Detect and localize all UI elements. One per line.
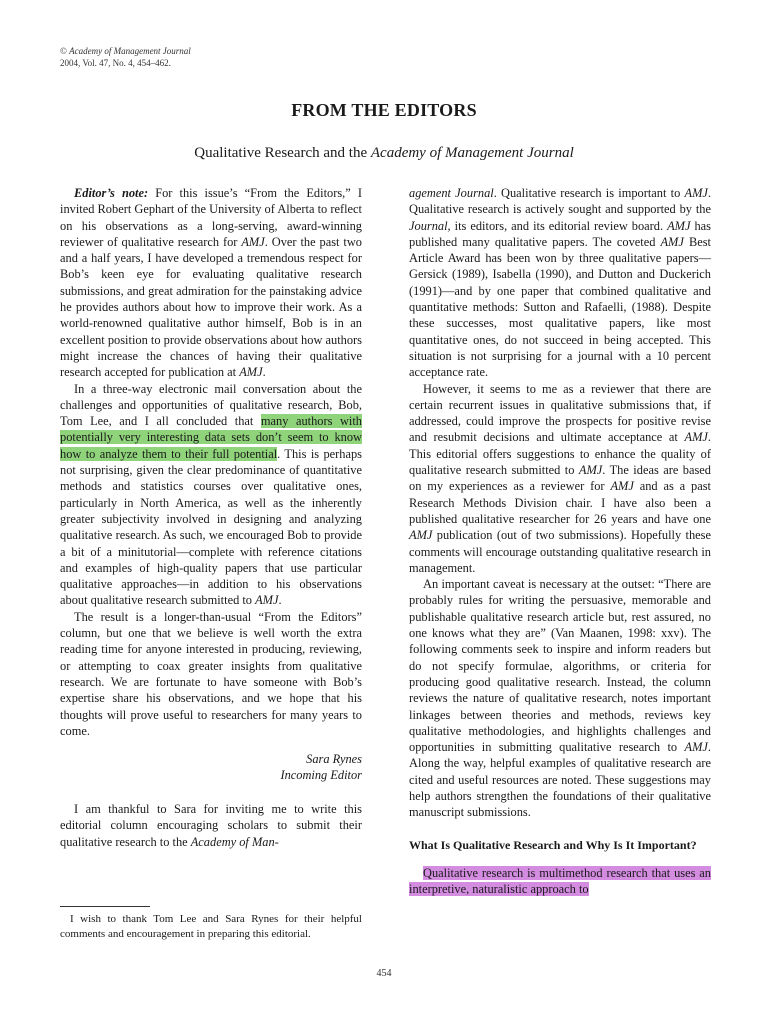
definition-paragraph: [409, 865, 711, 898]
author-intro-paragraph: I am thankful to Sara for inviting me to write this editorial column encouraging scholars to submit their qualitative research to the Academy of Man-: [60, 802, 362, 849]
signature-name: Sara Rynes: [306, 752, 362, 767]
result-paragraph: The result is a longer-than-usual “From the Editors” column, but one that we believe is well worth the extra reading time for anyone interested in producing, reviewing, or attempting to coax greater insights from qualitative research. We are fortunate to have someone with Bob’s expertise share his observations, and we hope that his thoughts will prove useful to researchers for many years to come.: [60, 609, 362, 738]
purple-highlight: Qualitative research is multimethod research that uses an interpretive, naturalistic approach to: [409, 865, 711, 896]
reviewer-paragraph: However, it seems to me as a reviewer that there are certain recurrent issues in qualitative submissions that, if addressed, could improve the prospects for positive revise and resubmit decisions and ultimate acceptance at AMJ. This editorial offers suggestions to enhance the quality of qualitative research submitted to AMJ. The ideas are based on my experiences as a reviewer for AMJ and as a past Research Methods Division chair. I have also been a published qualitative researcher for 26 years and have one AMJ publication (out of two submissions). Hopefully these comments will encourage outstanding qualitative research in management.: [409, 381, 711, 575]
section-title: FROM THE EDITORS: [291, 100, 477, 120]
footnote-divider: [60, 906, 150, 907]
left-column: [60, 185, 362, 850]
caveat-paragraph: An important caveat is necessary at the outset: “There are probably rules for writing the persuasive, memorable and publishable qualitative research article but, rest assured, no one knows what they are” (Van Maanen, 1998: xxv). The following comments seek to inspire and inform readers but do not specify formulae, algorithms, or criteria for producing good qualitative research. Instead, the column reviews the nature of qualitative research, notes important linkages between theories and methods, reviews key qualitative methodologies, and highlights challenges and opportunities in submitting qualitative research to AMJ. Along the way, helpful examples of qualitative research are cited and useful resources are noted. These suggestions may help authors strengthen the foundations of their qualitative manuscript submissions.: [409, 577, 711, 820]
citation-line: 2004, Vol. 47, No. 4, 454–462.: [60, 58, 171, 68]
journal-name: Academy of Management Journal: [69, 46, 191, 56]
conversation-paragraph: In a three-way electronic mail conversation about the challenges and opportunities of qualitative research, Bob, Tom Lee, and I all concluded that many authors with potentially very interesting data sets don’t seem to know how to analyze them to their full potential. This is perhaps not surprising, given the clear predominance of quantitative methods and statistics courses over qualitative ones, particularly in North America, as well as the inherently greater subjectivity involved in designing and analyzing qualitative research. As such, we encouraged Bob to provide a bit of a minitutorial—complete with reference citations and examples of high-quality papers that use particular qualitative approaches—in addition to his observations about qualitative research submitted to AMJ.: [60, 381, 362, 608]
article-title: Qualitative Research and the Academy of Management Journal: [194, 145, 574, 161]
importance-paragraph: agement Journal. Qualitative research is important to AMJ. Qualitative research is actively sought and supported by the Journal, its editors, and its editorial review board. AMJ has published many qualitative papers. The coveted AMJ Best Article Award has been won by three qualitative papers—Gersick (1989), Isabella (1990), and Dutton and Duckerich (1991)—and by one paper that combined qualitative and quantitative methods: Sutton and Rafaelli, (1988). Despite these successes, most qualitative papers, like most quantitative ones, do not succeed in being accepted. This situation is not surprising for a journal with a 10 percent acceptance rate.: [409, 186, 711, 380]
editors-note-paragraph: Editor’s note: For this issue’s “From the Editors,” I invited Robert Gephart of the University of Alberta to reflect on his observations as a long-serving, award-winning reviewer of qualitative research for AMJ. Over the past two and a half years, I have developed a tremendous respect for Bob’s keen eye for evaluating qualitative research submissions, and great admiration for the painstaking advice he provides authors about how to improve their work. As a world-renowned qualitative author himself, Bob is in an excellent position to provide observations about how authors might increase the chances of having their qualitative research accepted for publication at AMJ.: [60, 186, 362, 380]
editor-signature: [60, 751, 362, 783]
spacer: [60, 783, 362, 801]
copyright-line: © Academy of Management Journal: [60, 46, 191, 56]
right-column: [409, 185, 711, 897]
signature-title: Incoming Editor: [280, 768, 362, 783]
journal-header: [60, 45, 191, 69]
section-subheading: What Is Qualitative Research and Why Is It Important?: [409, 837, 697, 852]
page-number: 454: [376, 968, 392, 979]
green-highlight: many authors with potentially very interesting data sets don’t seem to know how to analyze them to their full potential: [60, 414, 362, 461]
footnote: I wish to thank Tom Lee and Sara Rynes for their helpful comments and encouragement in preparing this editorial.: [60, 913, 362, 940]
